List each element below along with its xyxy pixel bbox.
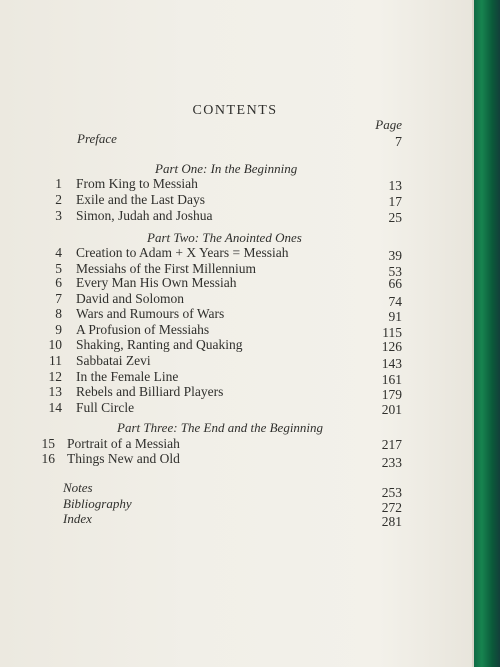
chapter-title: Wars and Rumours of Wars — [76, 306, 225, 321]
toc-row — [0, 353, 474, 369]
chapter-title: From King to Messiah — [76, 176, 198, 191]
toc-row — [0, 208, 474, 224]
chapter-number: 7 — [55, 291, 62, 306]
chapter-number: 16 — [41, 451, 55, 466]
chapter-number: 13 — [48, 384, 62, 399]
chapter-number: 8 — [55, 306, 62, 321]
chapter-title: Messiahs of the First Millennium — [76, 261, 256, 276]
preface-page: 7 — [395, 135, 402, 150]
chapter-page: 143 — [381, 356, 402, 371]
chapter-number: 4 — [55, 245, 62, 260]
back-matter-page: 281 — [381, 514, 402, 529]
back-matter-page: 272 — [381, 500, 402, 515]
chapter-page: 179 — [381, 387, 402, 402]
chapter-title: David and Solomon — [76, 291, 184, 306]
chapter-number: 11 — [49, 353, 62, 368]
chapter-title: Creation to Adam + X Years = Messiah — [76, 245, 289, 260]
chapter-number: 14 — [48, 400, 62, 415]
chapter-page: 217 — [381, 437, 402, 452]
chapter-number: 15 — [41, 436, 55, 451]
chapter-page: 25 — [388, 210, 402, 225]
toc-row — [0, 176, 474, 192]
part-one-label: Part One: In the Beginning — [155, 161, 298, 176]
toc-row — [0, 451, 474, 470]
chapter-page: 53 — [388, 264, 402, 279]
toc-row — [0, 322, 474, 338]
chapter-number: 3 — [55, 208, 62, 223]
chapter-page: 13 — [388, 178, 402, 193]
chapter-page: 115 — [382, 325, 402, 340]
chapter-page: 17 — [388, 194, 402, 209]
chapter-page: 201 — [381, 402, 402, 417]
page-column-label: Page — [375, 117, 402, 132]
toc-row — [0, 192, 474, 208]
chapter-title: Shaking, Ranting and Quaking — [76, 337, 243, 352]
part-two-label: Part Two: The Anointed Ones — [147, 230, 302, 245]
chapter-page: 161 — [381, 372, 402, 387]
preface-title: Preface — [77, 131, 117, 146]
back-matter-page: 253 — [381, 485, 402, 500]
chapter-number: 6 — [55, 275, 62, 290]
chapter-number: 1 — [55, 176, 62, 191]
chapter-title: A Profusion of Messiahs — [76, 322, 210, 337]
chapter-title: Exile and the Last Days — [76, 192, 205, 207]
chapter-title: Rebels and Billiard Players — [76, 384, 224, 399]
chapter-page: 39 — [388, 248, 402, 263]
contents-heading: CONTENTS — [192, 103, 278, 118]
toc-row — [0, 384, 474, 400]
chapter-page: 91 — [388, 309, 402, 324]
chapter-title: Every Man His Own Messiah — [76, 275, 237, 290]
part-three-label: Part Three: The End and the Beginning — [117, 420, 324, 435]
chapter-title: Portrait of a Messiah — [67, 436, 180, 451]
toc-row — [0, 306, 474, 322]
toc-row — [0, 245, 474, 261]
chapter-title: In the Female Line — [76, 369, 179, 384]
book-spine — [474, 0, 500, 667]
chapter-title: Sabbatai Zevi — [76, 353, 151, 368]
chapter-page: 66 — [388, 276, 402, 291]
back-matter-title: Notes — [63, 480, 93, 495]
toc-row — [0, 436, 474, 452]
toc-row — [0, 369, 474, 385]
toc-row — [0, 337, 474, 353]
toc-row — [0, 291, 474, 307]
chapter-title: Simon, Judah and Joshua — [76, 208, 213, 223]
chapter-number: 10 — [48, 337, 62, 352]
chapter-number: 12 — [48, 369, 62, 384]
chapter-title: Full Circle — [76, 400, 135, 415]
chapter-number: 9 — [55, 322, 62, 337]
back-matter-title: Bibliography — [63, 496, 132, 511]
chapter-page: 233 — [381, 455, 402, 470]
chapter-number: 5 — [55, 261, 62, 276]
chapter-page: 126 — [381, 339, 402, 354]
chapter-title: Things New and Old — [67, 451, 180, 466]
toc-row — [0, 275, 474, 291]
chapter-number: 2 — [55, 192, 62, 207]
toc-row — [0, 400, 474, 416]
chapter-page: 74 — [388, 294, 402, 309]
back-matter-title: Index — [63, 511, 92, 526]
